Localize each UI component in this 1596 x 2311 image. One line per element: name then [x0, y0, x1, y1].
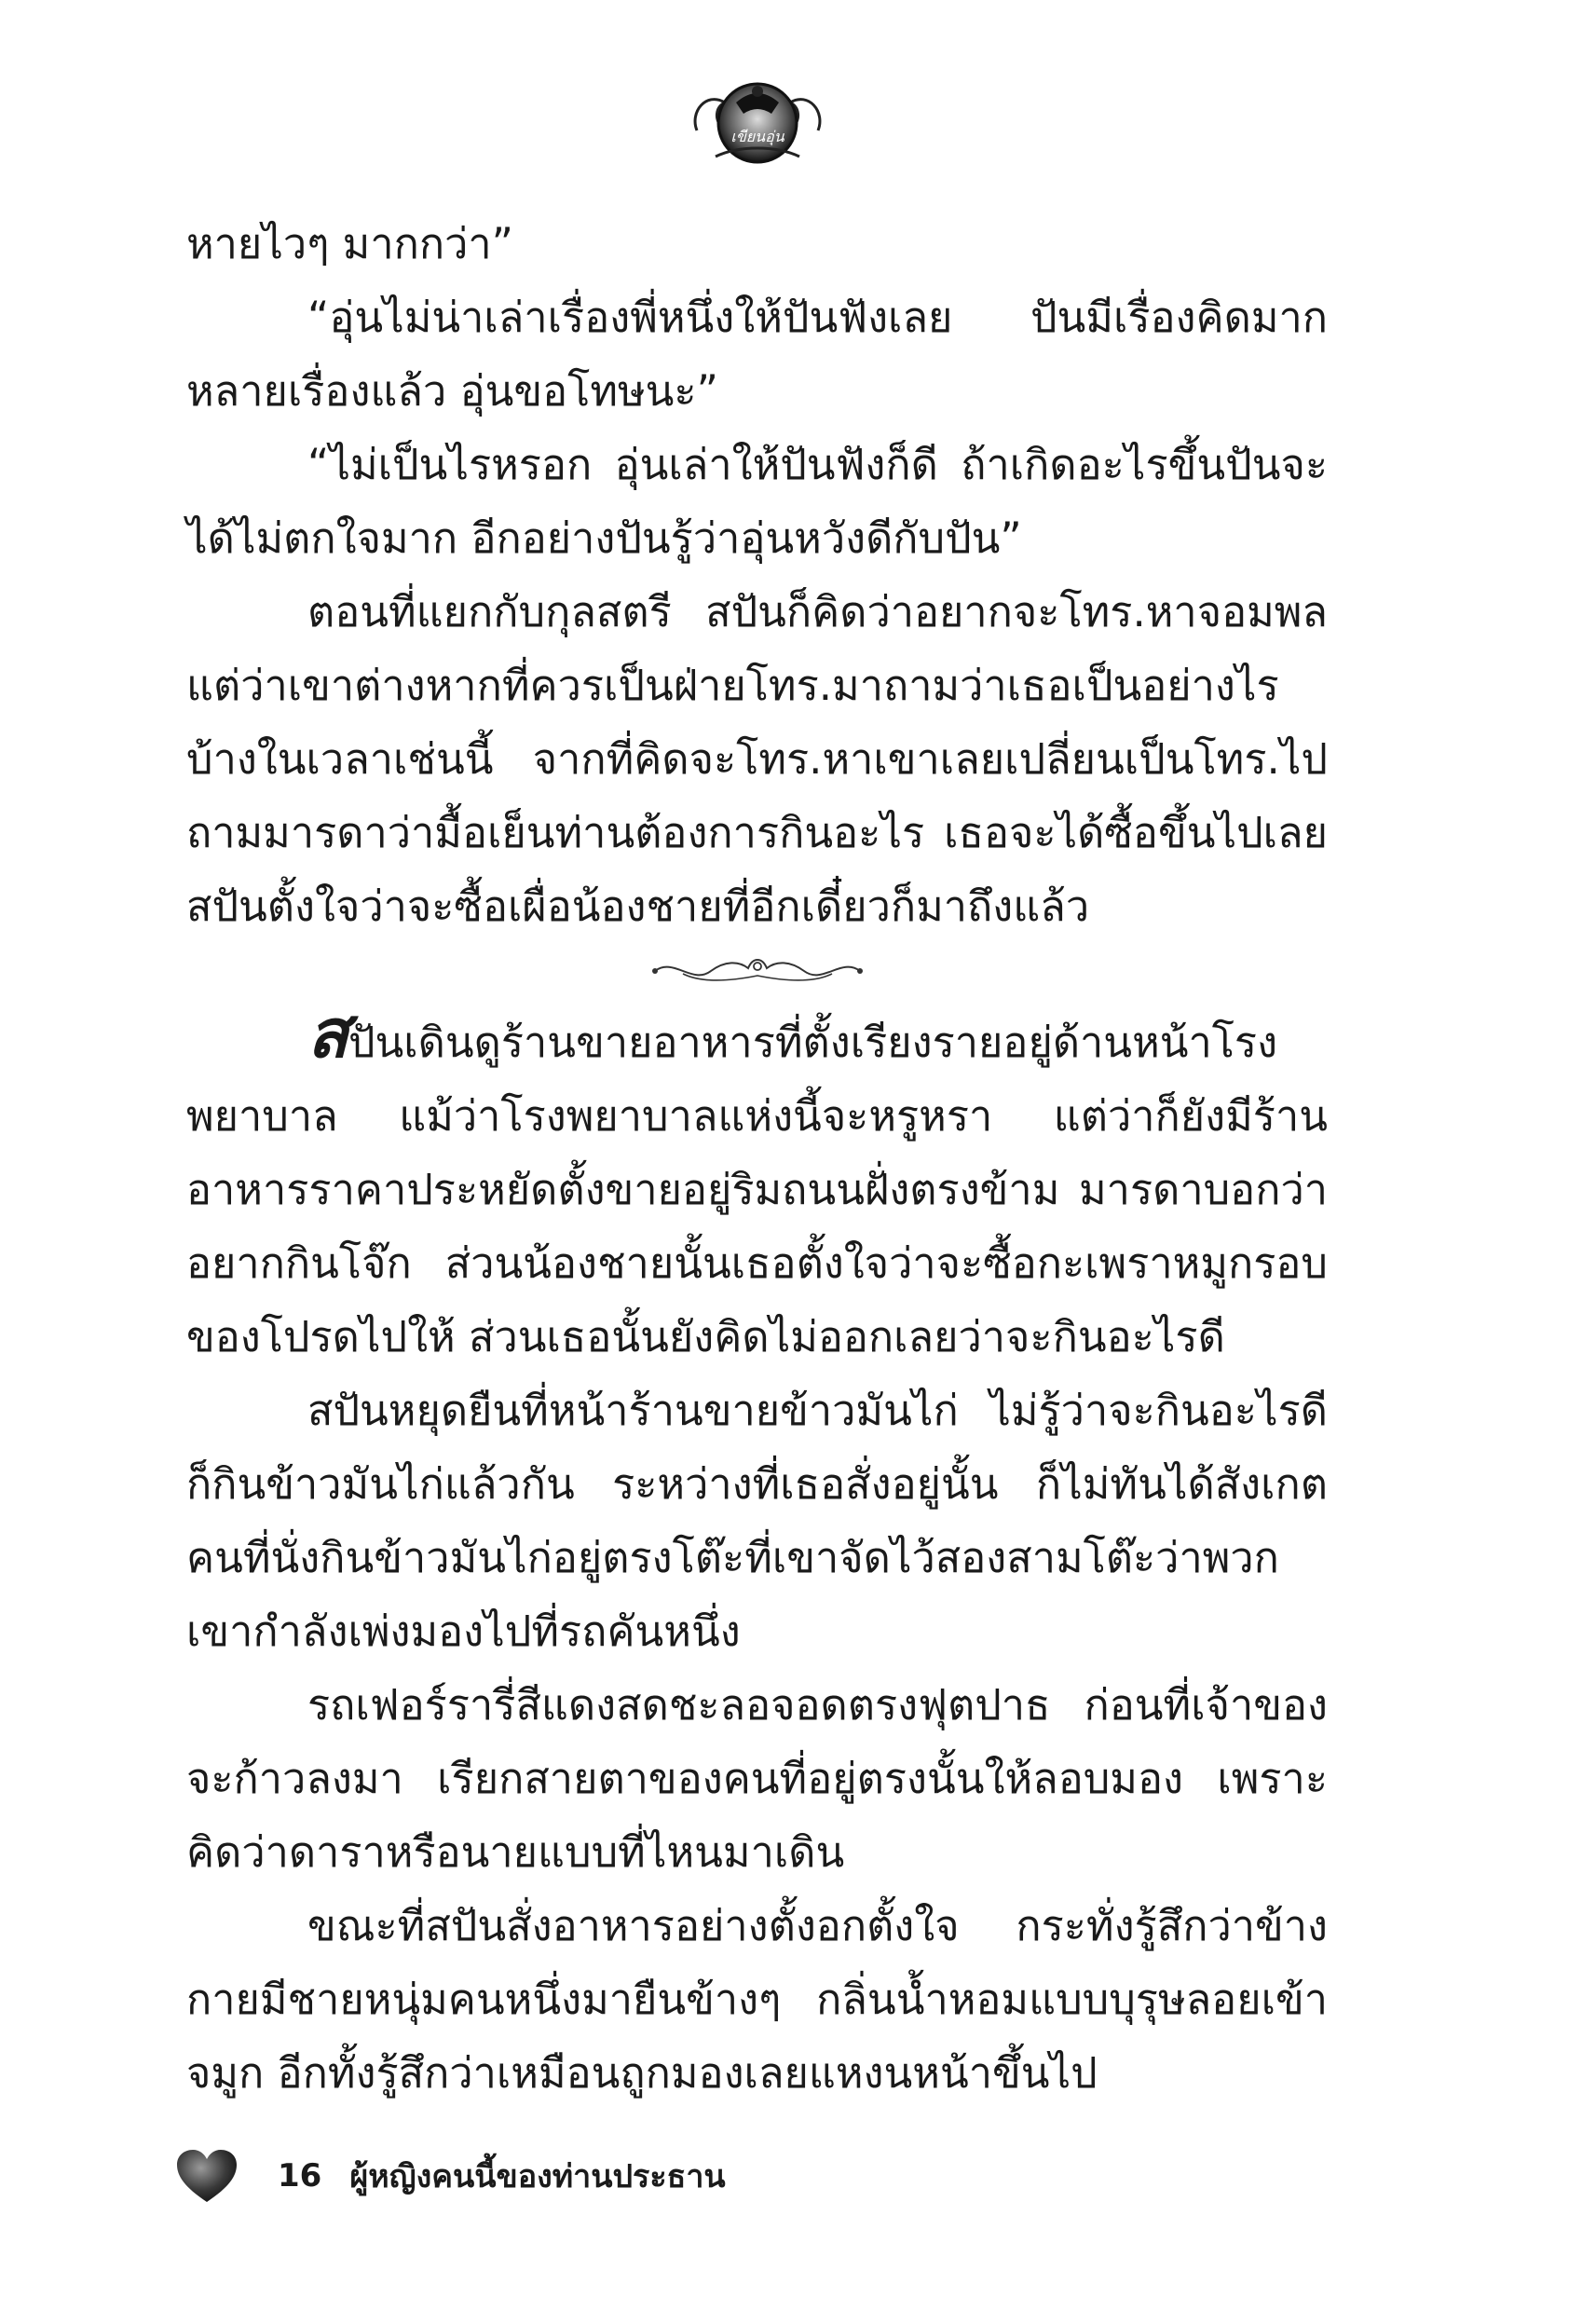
paragraph: ตอนที่แยกกับกุลสตรี สปันก็คิดว่าอยากจะโทร.หาจอมพล แต่ว่าเขาต่างหากที่ควรเป็นฝ่ายโทร.มาถามว่าเธอเป็นอย่างไรบ้างในเวลาเช่นนี้ จากที่คิดจะโทร.หาเขาเลยเปลี่ยนเป็นโทร.ไปถามมารดาว่ามื้อเย็นท่านต้องการกินอะไร เธอจะได้ซื้อขึ้นไปเลย สปันตั้งใจว่าจะซื้อเผื่อน้องชายที่อีกเดี๋ยวก็มาถึงแล้ว	[186, 587, 1328, 931]
logo-text: เขียนอุ่น	[730, 128, 784, 145]
section-divider-ornament	[646, 948, 869, 994]
paragraphs-after	[186, 1374, 1328, 2110]
page-footer	[175, 2134, 1014, 2218]
paragraphs-before	[186, 207, 1328, 943]
header-logo-emblem	[688, 65, 827, 177]
paragraph: รถเฟอร์รารี่สีแดงสดชะลอจอดตรงฟุตปาธ ก่อนที่เจ้าของจะก้าวลงมา เรียกสายตาของคนที่อยู่ตรงนั้นให้ลอบมอง เพราะคิดว่าดาราหรือนายแบบที่ไหนมาเดิน	[186, 1680, 1328, 1877]
paragraph: สปันหยุดยืนที่หน้าร้านขายข้าวมันไก่ ไม่รู้ว่าจะกินอะไรดีก็กินข้าวมันไก่แล้วกัน ระหว่างที่เธอสั่งอยู่นั้น ก็ไม่ทันได้สังเกตคนที่นั่งกินข้าวมันไก่อยู่ตรงโต๊ะที่เขาจัดไว้สองสามโต๊ะว่าพวกเขากำลังเพ่งมองไปที่รถคันหนึ่ง	[186, 1386, 1328, 1656]
dropcap-paragraph	[186, 994, 1328, 1374]
paragraph: หายไวๆ มากกว่า”	[186, 219, 513, 268]
paragraph: “อุ่นไม่น่าเล่าเรื่องพี่หนึ่งให้ปันฟังเลย ปันมีเรื่องคิดมากหลายเรื่องแล้ว อุ่นขอโทษนะ”	[186, 293, 1328, 416]
paragraph: “ไม่เป็นไรหรอก อุ่นเล่าให้ปันฟังก็ดี ถ้าเกิดอะไรขึ้นปันจะได้ไม่ตกใจมาก อีกอย่างปันรู้ว่าอุ่นหวังดีกับปัน”	[186, 440, 1328, 563]
running-book-title: ผู้หญิงคนนี้ของท่านประธาน	[349, 2158, 726, 2195]
drop-cap-letter: ส	[307, 994, 348, 1073]
heart-icon	[175, 2148, 239, 2204]
dropcap-paragraph-text: ปันเดินดูร้านขายอาหารที่ตั้งเรียงรายอยู่ด้านหน้าโรงพยาบาล แม้ว่าโรงพยาบาลแห่งนี้จะหรูหรา แต่ว่าก็ยังมีร้านอาหารราคาประหยัดตั้งขายอยู่ริมถนนฝั่งตรงข้าม มารดาบอกว่าอยากกินโจ๊ก ส่วนน้องชายนั้นเธอตั้งใจว่าจะซื้อกะเพราหมูกรอบของโปรดไปให้ ส่วนเธอนั้นยังคิดไม่ออกเลยว่าจะกินอะไรดี	[186, 1018, 1328, 1361]
paragraph: ขณะที่สปันสั่งอาหารอย่างตั้งอกตั้งใจ กระทั่งรู้สึกว่าข้างกายมีชายหนุ่มคนหนึ่งมายืนข้างๆ กลิ่นน้ำหอมแบบบุรุษลอยเข้าจมูก อีกทั้งรู้สึกว่าเหมือนถูกมองเลยแหงนหน้าขึ้นไป	[186, 1901, 1328, 2098]
body-text	[186, 207, 1328, 2110]
page-number: 16	[278, 2157, 322, 2195]
